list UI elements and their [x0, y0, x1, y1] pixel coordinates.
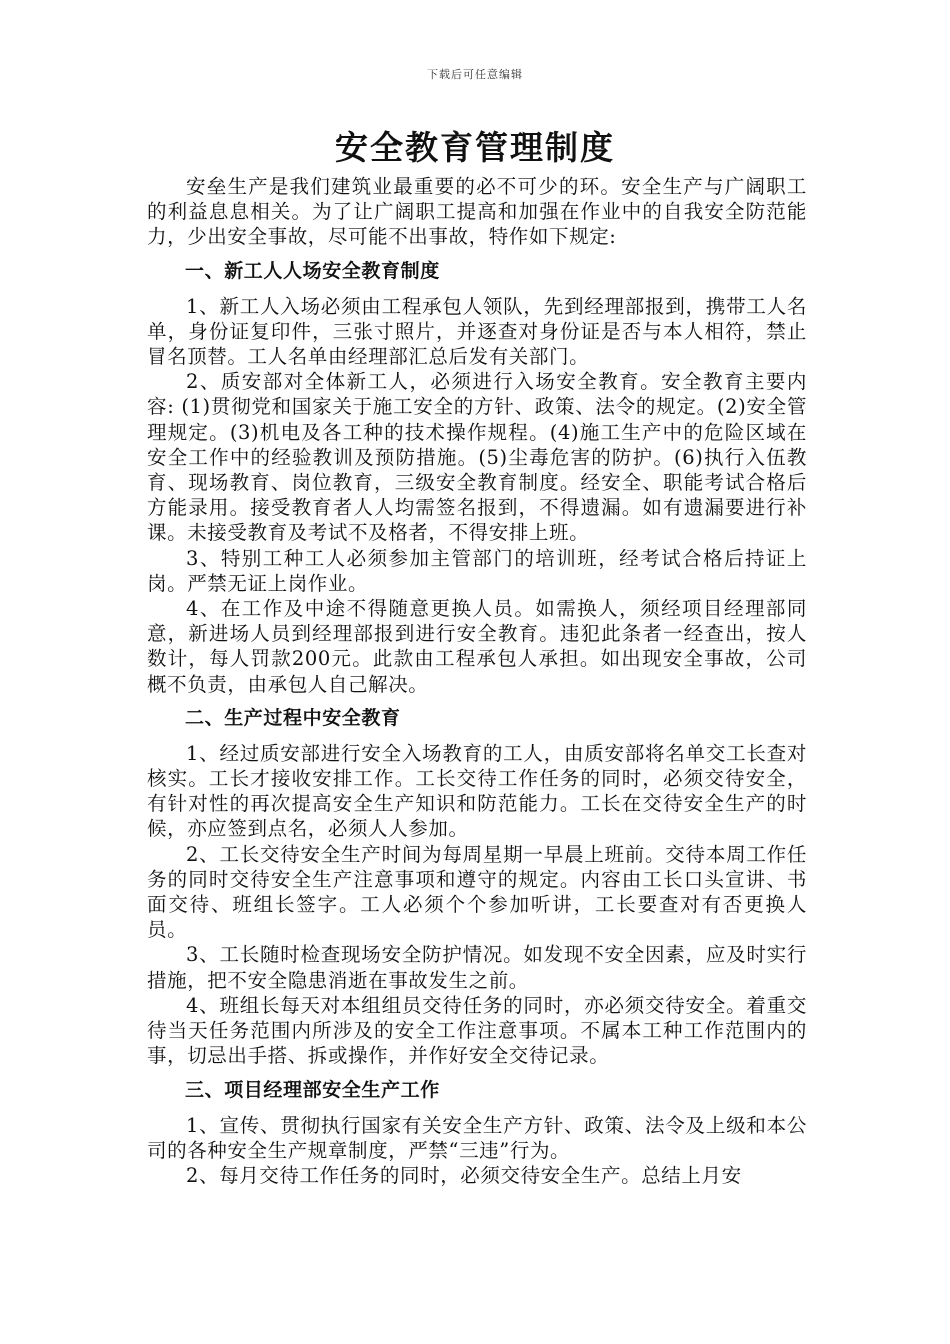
paragraph: 3、特别工种工人必须参加主管部门的培训班，经考试合格后持证上岗。严禁无证上岗作业。 — [147, 546, 807, 595]
paragraph: 4、班组长每天对本组组员交待任务的同时，亦必须交待安全。着重交待当天任务范围内所涉及的安全工作注意事项。不属本工种工作范围内的事，切忌出手搭、拆或操作，并作好安全交待记录。 — [147, 993, 807, 1068]
document-body — [147, 174, 807, 1188]
section-heading: 一、新工人人场安全教育制度 — [185, 259, 440, 282]
paragraph: 1、经过质安部进行安全入场教育的工人，由质安部将名单交工长查对核实。工长才接收安排工作。工长交待工作任务的同时，必须交待安全，有针对性的再次提高安全生产知识和防范能力。工长在交待安全生产的时候，亦应签到点名，必须人人参加。 — [147, 741, 807, 841]
document-title: 安全教育管理制度 — [335, 128, 615, 167]
section-2 — [147, 705, 807, 1069]
paragraph: 3、工长随时检查现场安全防护情况。如发现不安全因素，应及时实行措施，把不安全隐患消逝在事故发生之前。 — [147, 943, 807, 992]
paragraph: 2、每月交待工作任务的同时，必须交待安全生产。总结上月安 — [186, 1163, 742, 1187]
section-heading: 二、生产过程中安全教育 — [185, 706, 401, 729]
paragraph: 1、新工人入场必须由工程承包人领队，先到经理部报到，携带工人名单，身份证复印件，三张寸照片，并逐查对身份证是否与本人相符，禁止冒名顶替。工人名单由经理部汇总后发有关部门。 — [147, 294, 807, 369]
intro-paragraph: 安垒生产是我们建筑业最重要的必不可少的环。安全生产与广阔职工的利益息息相关。为了让广阔职工提高和加强在作业中的自我安全防范能力，少出安全事故，尽可能不出事故，特作如下规定: — [147, 175, 807, 249]
paragraph: 2、质安部对全体新工人，必须进行入场安全教育。安全教育主要内容: (1)贯彻党和国家关于施工安全的方针、政策、法令的规定。(2)安全管理规定。(3)机电及各工种的技术操作规程。(4)施工生产中的危险区域在安全工作中的经验教训及预防措施。(5)尘毒危害的防护。(6)执行入伍教育、现场教育、岗位教育，三级安全教育制度。经安全、职能考试合格后方能录用。接受教育者人人均需签名报到，不得遗漏。如有遗漏要进行补课。未接受教育及考试不及格者，不得安排上班。 — [147, 370, 807, 545]
header-note: 下载后可任意编辑 — [427, 68, 523, 81]
section-3 — [147, 1077, 807, 1189]
paragraph: 1、宣传、贯彻执行国家有关安全生产方针、政策、法令及上级和本公司的各种安全生产规章制度，严禁“三违”行为。 — [147, 1113, 807, 1162]
section-1 — [147, 258, 807, 697]
paragraph: 4、在工作及中途不得随意更换人员。如需换人，须经项目经理部同意，新进场人员到经理部报到进行安全教育。违犯此条者一经查出，按人数计，每人罚款200元。此款由工程承包人承担。如出现安全事故，公司概不负责，由承包人自己解决。 — [147, 597, 807, 696]
paragraph: 2、工长交待安全生产时间为每周星期一早晨上班前。交待本周工作任务的同时交待安全生产注意事项和遵守的规定。内容由工长口头宣讲、书面交待、班组长签字。工人必须个个参加听讲，工长要查对有否更换人员。 — [147, 842, 807, 942]
section-heading: 三、项目经理部安全生产工作 — [185, 1078, 440, 1101]
